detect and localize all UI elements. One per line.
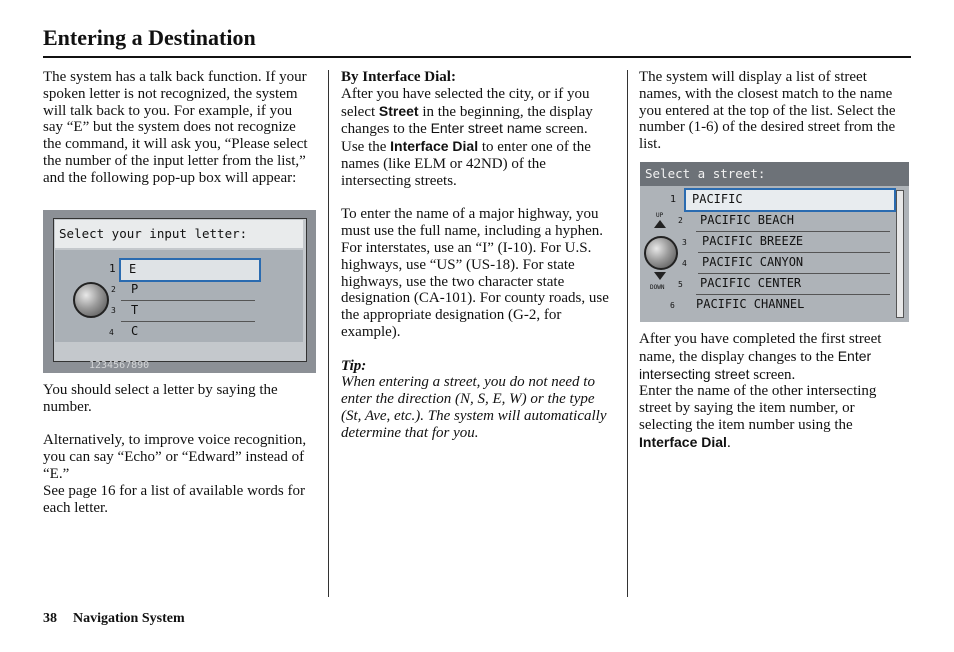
letter-popup-screenshot: Select your input letter: 1 E 2 P 3 T 4 C 1234567890 <box>43 210 316 373</box>
interface-dial-heading: By Interface Dial: <box>341 69 456 85</box>
letter-option-3: T <box>121 303 255 322</box>
enter-street-name-keyword: Enter street name <box>430 120 542 137</box>
street-list-header: Select a street: <box>645 166 766 181</box>
letter-option-2: P <box>121 282 255 301</box>
col1-paragraph-2: You should select a letter by saying the number. <box>43 382 278 415</box>
street-keyword: Street <box>378 102 419 119</box>
up-arrow-icon <box>654 220 666 228</box>
col1-paragraph-1: The system has a talk back function. If your spoken letter is not recognized, the system will talk back to you. For example, if you say “E” but the system does not recognize the command, it will ask you, “Please select the number of the input letter from the list,” and the following pop-up box will appear: <box>43 69 308 186</box>
scrollbar <box>896 190 904 318</box>
interface-dial-knob-2 <box>644 236 678 270</box>
footer-section: Navigation System <box>73 611 185 626</box>
letter-option-1: E <box>129 262 137 276</box>
down-arrow-icon <box>654 272 666 280</box>
column-1-lower <box>43 382 315 516</box>
column-2: By Interface Dial: After you have selected the city, or if you select Street in the beginning, the display changes to the Enter street name screen. Use the Interface Dial to enter one of the names (like ELM or 42ND) of the intersecting streets. To enter the name of a major highway, you must use the full name, including a hyphen. For interstates, use an “I” (I-10). For U.S. highways, use “US” (US-18). For state highways, use the two character state designation (CA-101). For county roads, use the appropriate designation (G-2, for example). Tip: When entering a street, you do not need to enter the direction (N, S, E, W) or the type (St, Ave, etc.). The system will automatically determine that for you. <box>341 69 613 442</box>
page-number: 38 <box>43 611 57 626</box>
street-option-3: PACIFIC BREEZE <box>698 234 890 253</box>
title-rule <box>43 56 911 58</box>
street-option-2: PACIFIC BEACH <box>696 213 890 232</box>
enter-intersecting-street-keyword: Enter intersecting street <box>639 347 872 382</box>
page-title: Entering a Destination <box>43 25 256 50</box>
column-divider-1 <box>328 70 329 597</box>
col3-paragraph-1: The system will display a list of street names, with the closest match to the name you entered at the top of the list. Select the number (1-6) of the desired street from the list. <box>639 69 896 153</box>
street-option-1: PACIFIC <box>692 192 743 206</box>
bottom-keyboard-text: 1234567890 <box>89 360 150 371</box>
street-option-5: PACIFIC CENTER <box>696 276 890 295</box>
street-option-4: PACIFIC CANYON <box>698 255 890 274</box>
tip-label: Tip: <box>341 357 367 374</box>
page-footer <box>43 611 185 627</box>
column-3 <box>639 69 911 153</box>
interface-dial-keyword-2: Interface Dial <box>639 433 727 450</box>
column-divider-2 <box>627 70 628 597</box>
column-1 <box>43 69 315 187</box>
col1-paragraph-4: See page 16 for a list of available words for each letter. <box>43 482 305 516</box>
letter-option-4: C <box>131 324 139 338</box>
street-list-screenshot: Select a street: UP DOWN 1 PACIFIC 2 PACIFIC BEACH 3 PACIFIC BREEZE 4 PACIFIC CANYON 5 PACIFIC CENTER 6 PACIFIC CHANNEL <box>640 162 909 322</box>
interface-dial-keyword: Interface Dial <box>390 138 479 155</box>
col1-paragraph-3: Alternatively, to improve voice recognition, you can say “Echo” or “Edward” instead of “E.” <box>43 432 307 482</box>
col2-highway-paragraph: To enter the name of a major highway, you must use the full name, including a hyphen. For interstates, use an “I” (I-10). For U.S. highways, use “US” (US-18). For state highways, use the two character state designation (CA-101). For county roads, use the appropriate designation (G-2, for example). <box>341 206 609 340</box>
tip-text: When entering a street, you do not need to enter the direction (N, S, E, W) or the type (St, Ave, etc.). The system will automatically determine that for you. <box>341 374 607 441</box>
popup-header: Select your input letter: <box>59 226 248 241</box>
interface-dial-knob <box>73 282 109 318</box>
street-option-6: PACIFIC CHANNEL <box>696 297 805 311</box>
column-3-lower: After you have completed the first street name, the display changes to the Enter intersecting street screen. Enter the name of the other intersecting street by saying the item number, or selecting the item number using the Interface Dial. <box>639 331 882 451</box>
